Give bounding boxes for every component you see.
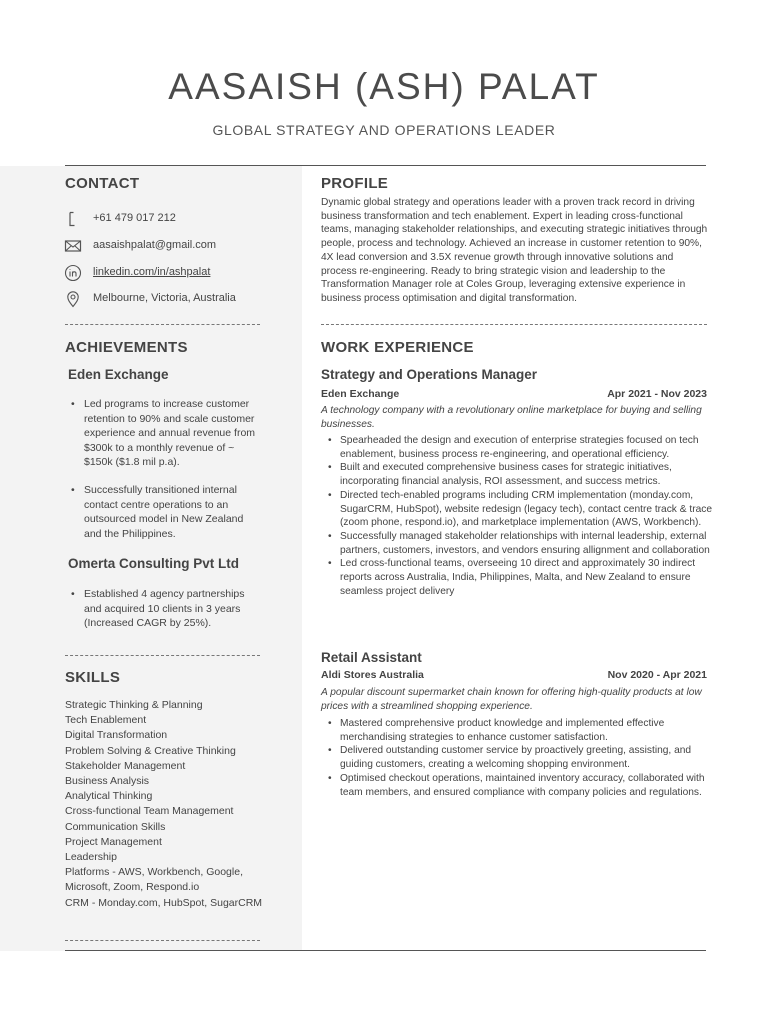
skill-item: Problem Solving & Creative Thinking (65, 744, 236, 757)
contact-linkedin[interactable] (64, 264, 274, 282)
job-dates: Apr 2021 - Nov 2023 (607, 388, 707, 400)
contact-heading: CONTACT (65, 175, 140, 192)
bottom-divider (65, 950, 706, 951)
achievement-org: Eden Exchange (68, 367, 169, 382)
work-experience-heading: WORK EXPERIENCE (321, 339, 474, 356)
company-description: A technology company with a revolutionary online marketplace for buying and selling businesses. (321, 405, 702, 430)
job-bullets (322, 717, 712, 799)
profile-summary: Dynamic global strategy and operations leader with a proven track record in driving business transformation and tech enablement. Expert in leading cross-functional teams, managing stakeholder relationships, and executing strategic initiatives through people, process and technology. Achieved an increase in customer retention to 90%, 4X lead conversion and 3.5X revenue growth through innovative solutions and process re-engineering. Ready to bring strategic vision and leadership to the Transformation Manager role at Coles Group, leveraging extensive experience in business process optimisation and digital transformation. (321, 197, 708, 304)
job-meta (321, 669, 707, 683)
linkedin-link[interactable]: linkedin.com/in/ashpalat (93, 266, 211, 278)
phone-number: +61 479 017 212 (93, 212, 176, 224)
candidate-name: AASAISH (ASH) PALAT (168, 66, 600, 107)
location-pin-icon (64, 290, 82, 308)
list-item: • Established 4 agency partnerships and acquired 10 clients in 3 years (Increased CAGR by 25%). (66, 587, 261, 631)
linkedin-icon (64, 264, 82, 282)
list-item: • Led cross-functional teams, overseeing 10 direct and approximately 30 indirect reports across Australia, India, Philippines, Malta, and New Zealand to ensure seamless project delivery (322, 557, 712, 598)
list-item: • Successfully transitioned internal contact centre operations to an outsourced model in New Zealand and the Philippines. (66, 483, 261, 541)
location-text: Melbourne, Victoria, Australia (93, 292, 236, 304)
top-divider (65, 165, 706, 166)
achievement-list (66, 397, 261, 554)
phone-icon (64, 210, 82, 228)
job-title: Strategy and Operations Manager (321, 367, 538, 382)
skills-list (65, 698, 265, 911)
skills-heading: SKILLS (65, 669, 121, 686)
skill-item: CRM - Monday.com, HubSpot, SugarCRM (65, 896, 263, 909)
candidate-headline: GLOBAL STRATEGY AND OPERATIONS LEADER (212, 122, 556, 138)
email-address: aasaishpalat@gmail.com (93, 239, 217, 251)
skill-item: Communication Skills (65, 820, 166, 833)
list-item: • Delivered outstanding customer service by proactively greeting, assisting, and guiding customers, creating a welcoming shopping environment. (322, 744, 712, 771)
skill-item: Stakeholder Management (65, 759, 186, 772)
achievement-org: Omerta Consulting Pvt Ltd (68, 556, 240, 571)
job-meta (321, 388, 707, 402)
company-description: A popular discount supermarket chain known for offering high-quality products at low prices with a streamlined shopping experience. (321, 687, 702, 712)
skill-item: Analytical Thinking (65, 790, 153, 803)
company-name: Aldi Stores Australia (321, 669, 424, 681)
skill-item: Tech Enablement (65, 714, 147, 727)
contact-phone (64, 210, 274, 228)
job-bullets (322, 434, 712, 598)
mail-icon (64, 237, 82, 255)
skill-item: Digital Transformation (65, 729, 168, 742)
list-item: • Successfully managed stakeholder relationships with internal leadership, external partners, customers, investors, and vendors ensuring allignment and collaboration (322, 530, 712, 557)
company-name: Eden Exchange (321, 388, 400, 400)
achievement-list (66, 587, 261, 644)
skill-item: Platforms - AWS, Workbench, Google, Microsoft, Zoom, Respond.io (65, 866, 243, 894)
divider (65, 940, 260, 941)
list-item: • Directed tech-enabled programs including CRM implementation (monday.com, SugarCRM, HubSpot), website redesign (legacy tech), contact centre track & trace (zoom phone, respond.io), and marketplace implementation (AWS, Workbench). (322, 489, 712, 530)
skill-item: Strategic Thinking & Planning (65, 699, 203, 711)
job-title: Retail Assistant (321, 650, 422, 665)
profile-heading: PROFILE (321, 175, 389, 192)
skill-item: Leadership (65, 851, 117, 864)
skill-item: Cross-functional Team Management (65, 805, 234, 818)
list-item: • Led programs to increase customer retention to 90% and scale customer experience and annual revenue from $300k to a monthly revenue of ~ $150k ($1.8 mil p.a). (66, 397, 261, 470)
divider (65, 655, 260, 656)
list-item: • Mastered comprehensive product knowledge and implemented effective merchandising strategies to enhance customer satisfaction. (322, 717, 712, 744)
skill-item: Project Management (65, 835, 162, 848)
divider (321, 324, 707, 325)
skill-item: Business Analysis (65, 775, 150, 788)
achievements-heading: ACHIEVEMENTS (65, 339, 188, 356)
list-item: • Built and executed comprehensive business cases for strategic initiatives, incorporating financial analysis, ROI assessment, and success metrics. (322, 461, 712, 488)
divider (65, 324, 260, 325)
job-dates: Nov 2020 - Apr 2021 (607, 669, 707, 681)
contact-email (64, 237, 274, 255)
list-item: • Optimised checkout operations, maintained inventory accuracy, collaborated with team members, and ensured compliance with company policies and regulations. (322, 772, 712, 799)
contact-location (64, 290, 274, 308)
list-item: • Spearheaded the design and execution of enterprise strategies focused on tech enablement, business process re-engineering, and operational efficiency. (322, 434, 712, 461)
